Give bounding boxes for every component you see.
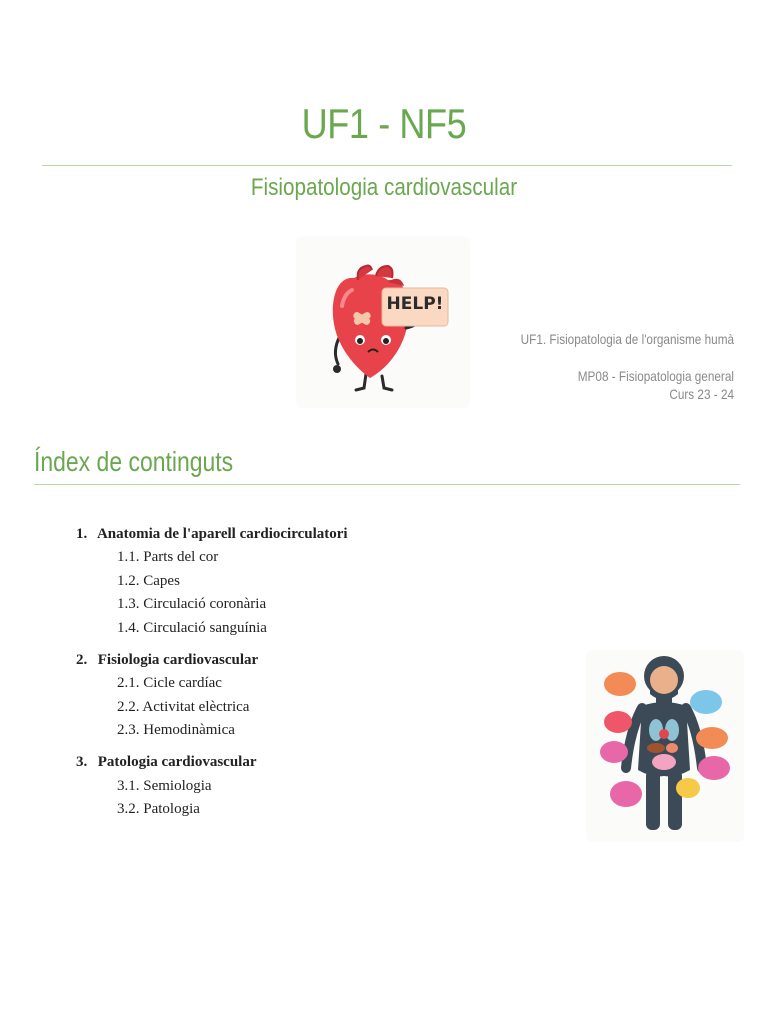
module-label: MP08 - Fisiopatologia general — [577, 368, 734, 384]
toc-item[interactable]: 1.1. Parts del cor — [117, 549, 219, 565]
toc-item[interactable]: 3.1. Semiologia — [117, 778, 212, 794]
help-sign-label: HELP! — [386, 294, 444, 314]
course-label: Curs 23 - 24 — [669, 386, 734, 402]
section-label: Patologia cardiovascular — [97, 754, 257, 770]
heart-illustration — [296, 236, 470, 408]
human-body-organs-icon — [586, 650, 744, 842]
section-number: 1. — [76, 526, 88, 542]
toc-section-3[interactable] — [76, 754, 256, 771]
unit-label: UF1. Fisiopatologia de l'organisme humà — [520, 331, 734, 347]
section-label: Anatomia de l'aparell cardiocirculatori — [96, 526, 348, 542]
toc-item[interactable]: 3.2. Patologia — [117, 801, 200, 817]
title-divider — [42, 165, 732, 166]
document-subtitle: Fisiopatologia cardiovascular — [250, 174, 518, 201]
toc-item[interactable]: 1.4. Circulació sanguínia — [117, 620, 267, 636]
index-heading: Índex de continguts — [34, 446, 234, 477]
toc-item[interactable]: 1.3. Circulació coronària — [117, 596, 267, 612]
body-organs-illustration — [586, 650, 744, 842]
toc-item[interactable]: 2.2. Activitat elèctrica — [117, 699, 250, 715]
toc-item[interactable]: 2.3. Hemodinàmica — [117, 722, 235, 738]
toc-section-1[interactable] — [76, 526, 348, 543]
toc-item[interactable]: 1.2. Capes — [117, 573, 180, 589]
section-label: Fisiologia cardiovascular — [97, 652, 259, 668]
document-title: UF1 - NF5 — [301, 100, 467, 147]
section-number: 3. — [76, 754, 88, 770]
section-number: 2. — [76, 652, 88, 668]
toc-section-2[interactable] — [76, 652, 258, 669]
toc-item[interactable]: 2.1. Cicle cardíac — [117, 675, 222, 691]
index-divider — [34, 484, 740, 485]
heart-help-icon — [296, 236, 470, 408]
